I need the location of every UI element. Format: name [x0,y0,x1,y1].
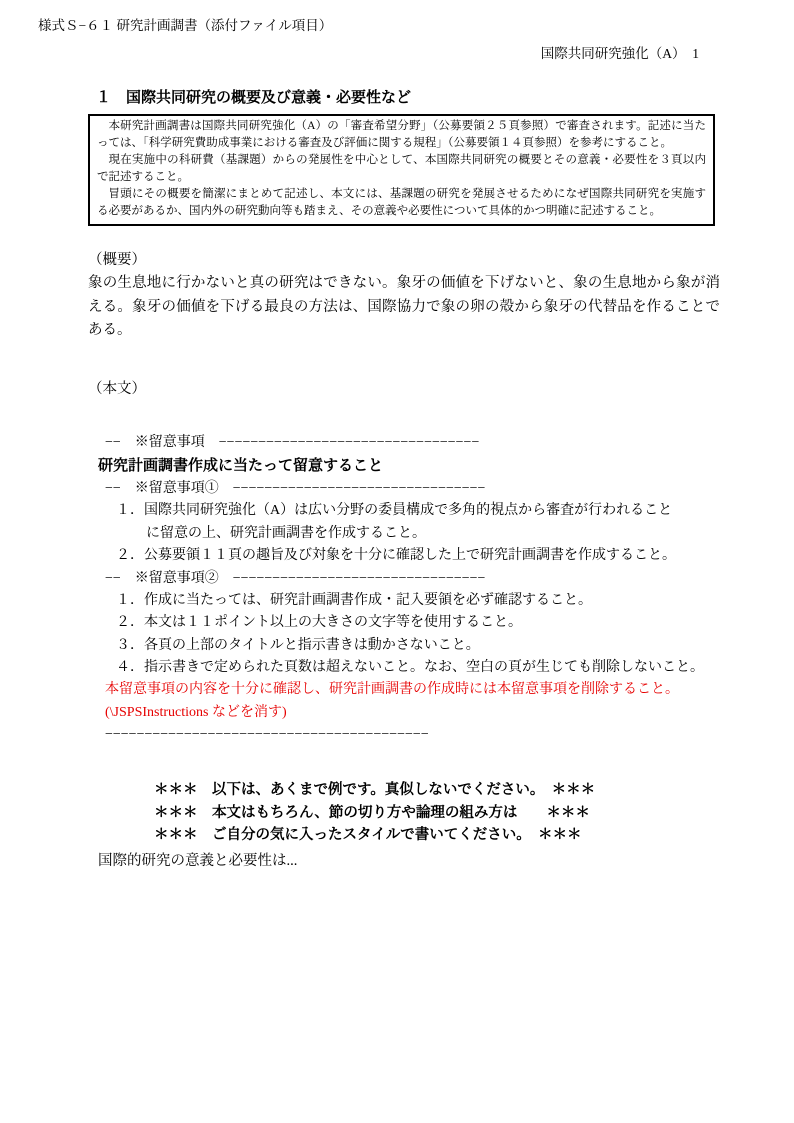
instructions-title: 研究計画調書作成に当たって留意すること [98,456,384,474]
section-heading: １ 国際共同研究の概要及び意義・必要性など [96,89,412,106]
instructions-divider-bottom: −−−−−−−−−−−−−−−−−−−−−−−−−−−−−−−−−−−−−−−−− [105,727,429,743]
instruction-item: １．国際共同研究強化（A）は広い分野の委員構成で多角的視点から審査が行われること [116,503,673,519]
overview-label: （概要） [88,252,146,269]
example-line: ＊＊＊ 以下は、あくまで例です。真似しないでください。 ＊＊＊ [154,781,596,798]
instruction-item: ２．本文は１１ポイント以上の大きさの文字等を使用すること。 [116,615,522,631]
warning-text: (\JSPSInstructions などを消す) [105,704,287,720]
warning-text: 本留意事項の内容を十分に確認し、研究計画調書の作成時には本留意事項を削除すること。 [105,682,679,698]
overview-text: 象の生息地に行かないと真の研究はできない。象牙の価値を下げないと、象の生息地から象が消える。象牙の価値を下げる最良の方法は、国際協力で象の卵の殻から象牙の代替品を作ることである。 [88,275,720,339]
instructions-divider-2: −− ※留意事項② −−−−−−−−−−−−−−−−−−−−−−−−−−−−−−−− [105,570,486,586]
form-id-label: 様式Ｓ−６１ 研究計画調書（添付ファイル項目） [38,18,333,33]
body-label: （本文） [88,380,146,397]
instructions-block [88,432,754,747]
page-number-header: 国際共同研究強化（A） 1 [540,46,699,61]
instruction-item: １．作成に当たっては、研究計画調書作成・記入要領を必ず確認すること。 [116,592,592,608]
example-line: ＊＊＊ ご自分の気に入ったスタイルで書いてください。 ＊＊＊ [154,827,582,844]
example-line: ＊＊＊ 本文はもちろん、節の切り方や論理の組み方は ＊＊＊ [154,804,590,821]
notice-box [88,114,715,226]
instructions-divider-1: −− ※留意事項① −−−−−−−−−−−−−−−−−−−−−−−−−−−−−−−− [105,480,486,496]
instruction-item: ３．各頁の上部のタイトルと指示書きは動かさないこと。 [116,637,480,653]
body-opening-text: 国際的研究の意義と必要性は... [98,853,298,870]
instruction-item: ２．公募要領１１頁の趣旨及び対象を十分に確認した上で研究計画調書を作成すること。 [116,548,676,564]
instruction-item: ４．指示書きで定められた頁数は超えないこと。なお、空白の頁が生じても削除しないこと。 [116,660,704,676]
instruction-item-continuation: に留意の上、研究計画調書を作成すること。 [146,525,426,541]
example-note-block [154,779,754,848]
notice-paragraph: 冒頭にその概要を簡潔にまとめて記述し、本文には、基課題の研究を発展させるためになぜ国際共同研究を実施する必要があるか、国内外の研究動向等も踏まえ、その意義や必要性について具体的かつ明確に記述すること。 [97,188,706,218]
page-content [88,86,754,870]
instructions-divider-top: −− ※留意事項 −−−−−−−−−−−−−−−−−−−−−−−−−−−−−−−−− [105,434,480,450]
notice-paragraph: 現在実施中の科研費（基課題）からの発展性を中心として、本国際共同研究の概要とその意義・必要性を３頁以内で記述すること。 [97,154,706,184]
notice-paragraph: 本研究計画調書は国際共同研究強化（A）の「審査希望分野」（公募要領２５頁参照）で審査されます。記述に当たっては、「科学研究費助成事業における審査及び評価に関する規程」（公募要領１４頁参照）を参考にすること。 [97,120,706,150]
